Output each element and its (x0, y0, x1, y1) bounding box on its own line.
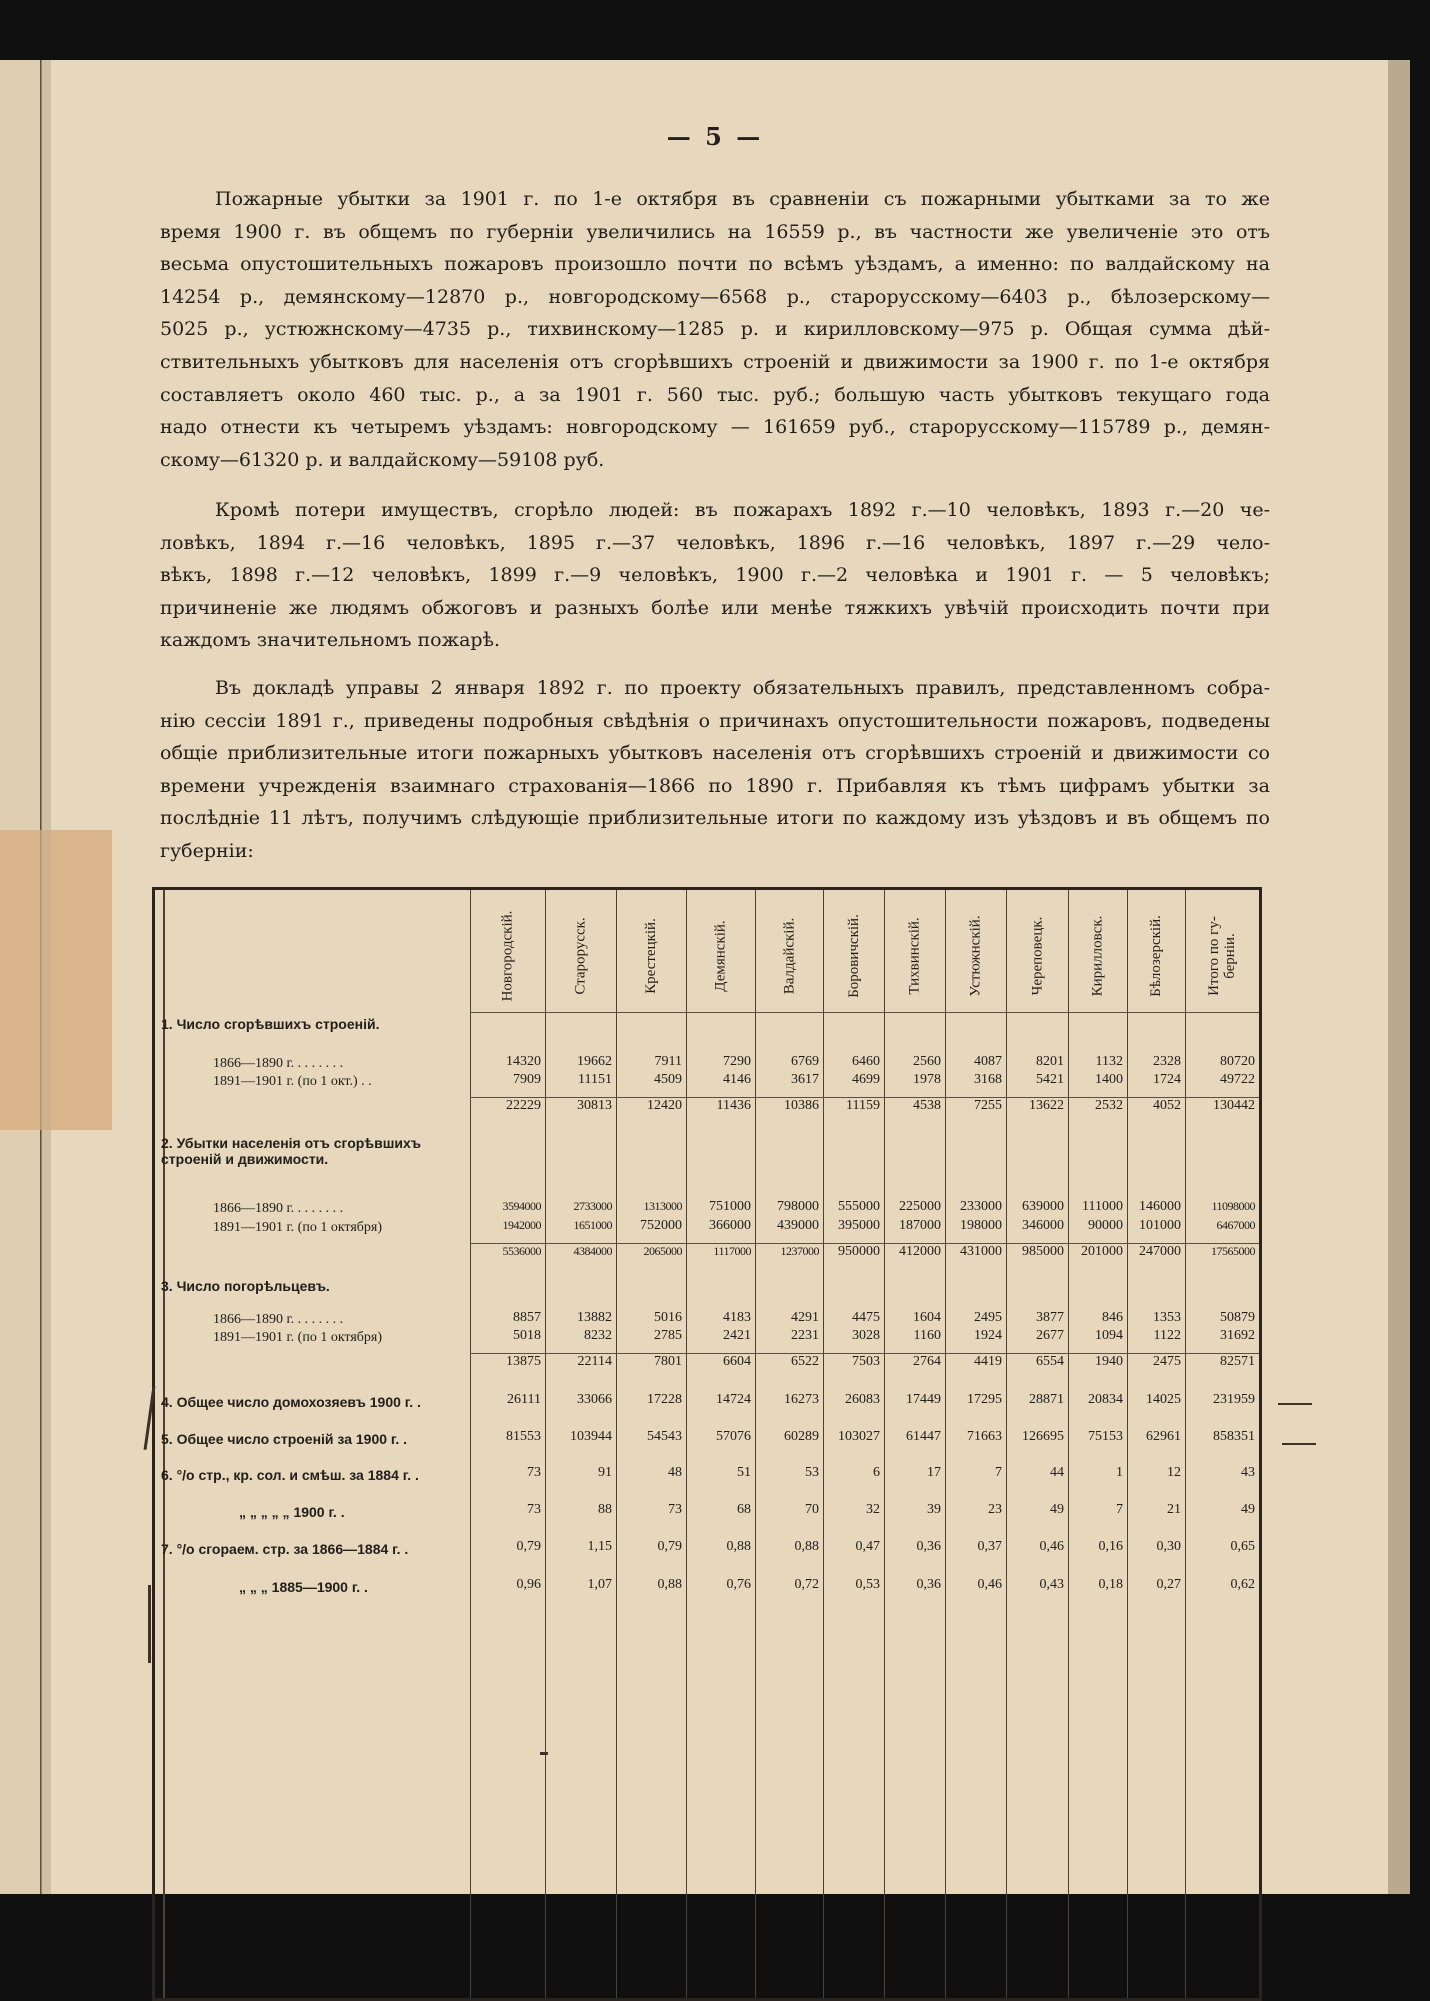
table-cell: 73 (527, 1465, 541, 1480)
table-cell: 17565000 (1211, 1244, 1255, 1258)
table-cell: 82571 (1220, 1354, 1255, 1369)
table-cell: 14724 (716, 1392, 751, 1407)
table-cell: 22229 (506, 1098, 541, 1113)
text-line: Пожарные убытки за 1901 г. по 1-е октября въ сравненіи съ пожарными убытками за то же (215, 188, 1270, 210)
table-cell: 103944 (570, 1429, 612, 1444)
column-header (1007, 896, 1067, 1016)
table-cell: 4087 (974, 1054, 1002, 1069)
table-cell: 111000 (1082, 1199, 1123, 1214)
table-cell: 1940 (1095, 1354, 1123, 1369)
table-cell: 0,65 (1230, 1539, 1255, 1554)
table-cell: 1,07 (587, 1577, 612, 1592)
table-cell: 90000 (1088, 1218, 1123, 1233)
text-line: составляетъ около 460 тыс. р., а за 1901 г. 560 тыс. руб.; большую часть убытковъ текущаго года (160, 383, 1270, 406)
table-cell: 20834 (1088, 1392, 1123, 1407)
table-cell: 0,62 (1230, 1577, 1255, 1592)
table-cell: 950000 (838, 1244, 880, 1259)
table-cell: 48 (668, 1465, 682, 1480)
table-cell: 1237000 (780, 1244, 819, 1258)
table-cell: 62961 (1146, 1429, 1181, 1444)
table-cell: 103027 (838, 1429, 880, 1444)
table-cell: 13622 (1029, 1098, 1064, 1113)
table-cell: 0,43 (1039, 1577, 1064, 1592)
table-cell: 6 (873, 1465, 880, 1480)
row-period-label: 1891—1901 г. (по 1 окт.) . . (213, 1074, 372, 1089)
table-cell: 798000 (777, 1199, 819, 1214)
table-cell: 2532 (1095, 1098, 1123, 1113)
column-header-label: Итого по гу- берніи. (1206, 916, 1238, 996)
table-cell: 73 (527, 1502, 541, 1517)
table-cell: 31692 (1220, 1328, 1255, 1343)
table-cell: 2328 (1153, 1054, 1181, 1069)
table-cell: 50879 (1220, 1310, 1255, 1325)
text-line: общіе приблизительные итоги пожарныхъ убытковъ населенія отъ сгорѣвшихъ строеній и движимости со (160, 742, 1270, 765)
paragraph-report (160, 672, 1270, 868)
table-cell: 247000 (1139, 1244, 1181, 1259)
table-cell: 60289 (784, 1429, 819, 1444)
table-cell: 7 (1116, 1502, 1123, 1517)
table-cell: 2475 (1153, 1354, 1181, 1369)
table-cell: 4509 (654, 1072, 682, 1087)
table-cell: 439000 (777, 1218, 819, 1233)
table-cell: 2733000 (573, 1199, 612, 1213)
table-cell: 2677 (1036, 1328, 1064, 1343)
column-header-label: Кирилловск. (1089, 915, 1106, 997)
table-cell: 7911 (654, 1054, 682, 1069)
table-cell: 0,46 (977, 1577, 1002, 1592)
table-cell: 0,37 (977, 1539, 1002, 1554)
column-header (1126, 896, 1186, 1016)
table-cell: 5018 (513, 1328, 541, 1343)
table-cell: 1400 (1095, 1072, 1123, 1087)
table-cell: 1924 (974, 1328, 1002, 1343)
table-cell: 11098000 (1211, 1199, 1255, 1213)
text-line: вѣкъ, 1898 г.—12 человѣкъ, 1899 г.—9 человѣкъ, 1900 г.—2 человѣка и 1901 г. — 5 человѣкъ; (160, 564, 1270, 587)
table-cell: 7503 (852, 1354, 880, 1369)
row-label: 2. Убытки населенія отъ сгорѣвшихъ строеній и движимости. (161, 1135, 422, 1167)
table-cell: 1094 (1095, 1328, 1123, 1343)
table-cell: 6522 (791, 1354, 819, 1369)
table-cell: 88 (598, 1502, 612, 1517)
text-line: времени учрежденія взаимнаго страхованія—1866 по 1890 г. Прибавляя къ тѣмъ цифрамъ убытки за (160, 774, 1270, 797)
table-cell: 4384000 (573, 1244, 612, 1258)
table-cell: 12420 (647, 1098, 682, 1113)
table-cell: 7801 (654, 1354, 682, 1369)
text-line: ствительныхъ убытковъ для населенія отъ сгорѣвшихъ строеній и движимости за 1900 г. по 1-е октября (160, 350, 1270, 373)
table-cell: 49 (1241, 1502, 1255, 1517)
table-cell: 1117000 (713, 1244, 751, 1258)
table-cell: 68 (737, 1502, 751, 1517)
row-period-label: 1891—1901 г. (по 1 октября) (213, 1330, 383, 1345)
table-cell: 33066 (577, 1392, 612, 1407)
page-number: — 5 — (666, 122, 764, 151)
row-label: 6. °/о стр., кр. сол. и смѣш. за 1884 г. . (161, 1467, 419, 1483)
table-cell: 2231 (791, 1328, 819, 1343)
table-cell: 4538 (913, 1098, 941, 1113)
text-line: послѣдніе 11 лѣтъ, получимъ слѣдующіе приблизительные итоги по каждому изъ уѣздовъ и въ общемъ по (160, 807, 1270, 830)
table-cell: 126695 (1022, 1429, 1064, 1444)
column-header (691, 896, 751, 1016)
row-label: „ „ „ „ „ 1900 г. . (239, 1504, 345, 1520)
table-cell: 3877 (1036, 1310, 1064, 1325)
table-cell: 6769 (791, 1054, 819, 1069)
table-cell: 6554 (1036, 1354, 1064, 1369)
table-cell: 0,27 (1156, 1577, 1181, 1592)
table-cell: 101000 (1139, 1218, 1181, 1233)
table-cell: 21 (1167, 1502, 1181, 1517)
column-header-label: Устюжнскій. (967, 915, 984, 997)
table-cell: 752000 (640, 1218, 682, 1233)
text-line: время 1900 г. въ общемъ по губерніи увеличились на 16559 р., въ частности же увеличеніе это отъ (160, 220, 1270, 243)
table-cell: 17449 (906, 1392, 941, 1407)
table-cell: 0,96 (516, 1577, 541, 1592)
text-line: каждомъ значительномъ пожарѣ. (160, 629, 501, 652)
column-header-label: Бѣлозерскій. (1148, 915, 1164, 997)
table-cell: 0,46 (1039, 1539, 1064, 1554)
table-cell: 985000 (1022, 1244, 1064, 1259)
table-cell: 412000 (899, 1244, 941, 1259)
fire-statistics-table (152, 887, 1262, 2001)
table-cell: 8232 (584, 1328, 612, 1343)
table-cell: 1978 (913, 1072, 941, 1087)
row-label: 5. Общее число строеній за 1900 г. . (161, 1431, 408, 1447)
table-cell: 7290 (723, 1054, 751, 1069)
table-cell: 1651000 (573, 1218, 612, 1232)
text-line: 14254 р., демянскому—12870 р., новгородскому—6568 р., старорусскому—6403 р., бѣлозерскому— (160, 285, 1270, 308)
paragraph-fire-losses (160, 183, 1270, 476)
pencil-mark (148, 1585, 151, 1663)
table-cell: 0,18 (1098, 1577, 1123, 1592)
text-line: причиненіе же людямъ обжоговъ и разныхъ болѣе или менѣе тяжкихъ увѣчій происходить почти при (160, 596, 1270, 619)
table-cell: 2785 (654, 1328, 682, 1343)
table-cell: 0,79 (657, 1539, 682, 1554)
paragraph-casualties (160, 494, 1270, 657)
table-cell: 1724 (1153, 1072, 1181, 1087)
table-cell: 91 (598, 1465, 612, 1480)
column-header-label: Демянскій. (712, 920, 729, 992)
column-header (551, 896, 611, 1016)
table-cell: 4146 (723, 1072, 751, 1087)
table-cell: 6467000 (1216, 1218, 1255, 1232)
table-cell: 0,16 (1098, 1539, 1123, 1554)
table-cell: 7909 (513, 1072, 541, 1087)
table-cell: 1160 (913, 1328, 941, 1343)
row-period-label: 1891—1901 г. (по 1 октября) (213, 1220, 383, 1235)
paper-stain (0, 830, 112, 1130)
table-cell: 4052 (1153, 1098, 1181, 1113)
table-cell: 1604 (913, 1310, 941, 1325)
table-cell: 3168 (974, 1072, 1002, 1087)
table-cell: 73 (668, 1502, 682, 1517)
table-cell: 346000 (1022, 1218, 1064, 1233)
table-cell: 5016 (654, 1310, 682, 1325)
table-cell: 1353 (1153, 1310, 1181, 1325)
table-cell: 43 (1241, 1465, 1255, 1480)
table-cell: 5421 (1036, 1072, 1064, 1087)
table-cell: 366000 (709, 1218, 751, 1233)
pencil-mark (1278, 1403, 1312, 1405)
table-cell: 0,47 (855, 1539, 880, 1554)
column-header-label: Новгородскій. (499, 910, 516, 1002)
column-header (759, 896, 819, 1016)
table-cell: 0,79 (516, 1539, 541, 1554)
row-label: „ „ „ 1885—1900 г. . (239, 1579, 368, 1595)
table-cell: 10386 (784, 1098, 819, 1113)
table-cell: 23 (988, 1502, 1002, 1517)
table-cell: 555000 (838, 1199, 880, 1214)
table-cell: 1942000 (502, 1218, 541, 1232)
column-header (1068, 896, 1128, 1016)
row-label: 3. Число погорѣльцевъ. (161, 1278, 330, 1294)
table-cell: 201000 (1081, 1244, 1123, 1259)
table-cell: 4699 (852, 1072, 880, 1087)
table-cell: 4291 (791, 1310, 819, 1325)
table-cell: 2495 (974, 1310, 1002, 1325)
table-cell: 26083 (845, 1392, 880, 1407)
table-cell: 53 (805, 1465, 819, 1480)
table-cell: 17295 (967, 1392, 1002, 1407)
column-header (1192, 896, 1252, 1016)
table-cell: 26111 (507, 1392, 541, 1407)
column-header-label: Тихвинскій. (906, 917, 923, 995)
table-cell: 17 (927, 1465, 941, 1480)
table-cell: 13882 (577, 1310, 612, 1325)
table-cell: 75153 (1088, 1429, 1123, 1444)
table-cell: 1,15 (587, 1539, 612, 1554)
table-cell: 81553 (506, 1429, 541, 1444)
column-header (946, 896, 1006, 1016)
table-cell: 8201 (1036, 1054, 1064, 1069)
table-cell: 0,88 (794, 1539, 819, 1554)
table-cell: 225000 (899, 1199, 941, 1214)
column-header-label: Крестецкій. (643, 918, 660, 994)
table-cell: 22114 (577, 1354, 612, 1369)
table-cell: 54543 (647, 1429, 682, 1444)
text-line: губерніи: (160, 839, 254, 862)
table-cell: 5536000 (502, 1244, 541, 1258)
table-cell: 1 (1116, 1465, 1123, 1480)
table-cell: 19662 (577, 1054, 612, 1069)
text-line: нію сессіи 1891 г., приведены подробныя свѣдѣнія о причинахъ опустошительности пожаровъ, подведены (160, 709, 1270, 732)
pencil-mark (540, 1752, 548, 1755)
table-cell: 44 (1050, 1465, 1064, 1480)
table-cell: 2764 (913, 1354, 941, 1369)
table-cell: 0,36 (916, 1539, 941, 1554)
table-cell: 16273 (784, 1392, 819, 1407)
table-cell: 8857 (513, 1310, 541, 1325)
pencil-mark (1282, 1443, 1316, 1445)
table-cell: 4475 (852, 1310, 880, 1325)
column-header (478, 896, 538, 1016)
table-cell: 11151 (578, 1072, 612, 1087)
column-header-label: Валдайскій. (781, 917, 797, 995)
text-line: весьма опустошительныхъ пожаровъ произошло почти по всѣмъ уѣздамъ, а именно: по валдайскому на (160, 253, 1270, 276)
table-cell: 0,76 (726, 1577, 751, 1592)
table-cell: 198000 (960, 1218, 1002, 1233)
table-cell: 639000 (1022, 1199, 1064, 1214)
column-header-label: Череповецк. (1029, 916, 1045, 996)
table-cell: 2560 (913, 1054, 941, 1069)
table-cell: 846 (1102, 1310, 1123, 1325)
text-line: надо отнести къ четыремъ уѣздамъ: новгородскому — 161659 руб., старорусскому—115789 р., демян- (160, 416, 1270, 439)
table-cell: 858351 (1213, 1429, 1255, 1444)
table-cell: 12 (1167, 1465, 1181, 1480)
column-header (621, 896, 681, 1016)
table-cell: 0,88 (726, 1539, 751, 1554)
table-cell: 7 (995, 1465, 1002, 1480)
table-cell: 61447 (906, 1429, 941, 1444)
column-header (824, 896, 884, 1016)
row-label: 7. °/о сгораем. стр. за 1866—1884 г. . (161, 1541, 409, 1557)
table-cell: 1122 (1153, 1328, 1181, 1343)
table-cell: 1313000 (643, 1199, 682, 1213)
table-cell: 3028 (852, 1328, 880, 1343)
table-cell: 431000 (960, 1244, 1002, 1259)
table-cell: 70 (805, 1502, 819, 1517)
table-cell: 0,30 (1156, 1539, 1181, 1554)
row-label: 1. Число сгорѣвшихъ строеній. (161, 1016, 380, 1032)
row-label: 4. Общее число домохозяевъ 1900 г. . (161, 1394, 421, 1410)
table-cell: 13875 (506, 1354, 541, 1369)
table-cell: 0,53 (855, 1577, 880, 1592)
table-cell: 231959 (1213, 1392, 1255, 1407)
row-period-label: 1866—1890 г. . . . . . . . (213, 1312, 344, 1327)
table-cell: 146000 (1139, 1199, 1181, 1214)
table-cell: 2065000 (643, 1244, 682, 1258)
table-cell: 11436 (716, 1098, 751, 1113)
table-cell: 14320 (506, 1054, 541, 1069)
table-cell: 57076 (716, 1429, 751, 1444)
table-cell: 49 (1050, 1502, 1064, 1517)
row-period-label: 1866—1890 г. . . . . . . . (213, 1201, 344, 1216)
text-line: 5025 р., устюжнскому—4735 р., тихвинскому—1285 р. и кирилловскому—975 р. Общая сумма дѣй- (160, 318, 1270, 341)
table-cell: 0,88 (657, 1577, 682, 1592)
table-cell: 4183 (723, 1310, 751, 1325)
text-line: ловѣкъ, 1894 г.—16 человѣкъ, 1895 г.—37 человѣкъ, 1896 г.—16 человѣкъ, 1897 г.—29 чело- (160, 531, 1270, 554)
table-cell: 80720 (1220, 1054, 1255, 1069)
table-cell: 233000 (960, 1199, 1002, 1214)
table-cell: 17228 (647, 1392, 682, 1407)
right-page-edge (1388, 60, 1410, 1894)
table-cell: 30813 (577, 1098, 612, 1113)
table-cell: 14025 (1146, 1392, 1181, 1407)
table-cell: 1132 (1095, 1054, 1123, 1069)
text-line: скому—61320 р. и валдайскому—59108 руб. (160, 448, 605, 471)
table-cell: 6604 (723, 1354, 751, 1369)
table-cell: 3617 (791, 1072, 819, 1087)
table-cell: 3594000 (502, 1199, 541, 1213)
table-cell: 11159 (846, 1098, 880, 1113)
column-header-label: Боровичскій. (845, 914, 862, 998)
table-cell: 28871 (1029, 1392, 1064, 1407)
table-cell: 187000 (899, 1218, 941, 1233)
table-cell: 2421 (723, 1328, 751, 1343)
table-cell: 0,72 (794, 1577, 819, 1592)
column-header (885, 896, 945, 1016)
binding-shadow (41, 60, 51, 1894)
table-cell: 395000 (838, 1218, 880, 1233)
table-cell: 51 (737, 1465, 751, 1480)
table-cell: 39 (927, 1502, 941, 1517)
table-cell: 7255 (974, 1098, 1002, 1113)
table-cell: 71663 (967, 1429, 1002, 1444)
text-line: Кромѣ потери имуществъ, сгорѣло людей: въ пожарахъ 1892 г.—10 человѣкъ, 1893 г.—20 че- (215, 499, 1270, 521)
table-cell: 49722 (1220, 1072, 1255, 1087)
table-cell: 751000 (709, 1199, 751, 1214)
column-header-label: Старорусск. (572, 917, 589, 995)
table-cell: 0,36 (916, 1577, 941, 1592)
table-cell: 130442 (1213, 1098, 1255, 1113)
text-line: Въ докладѣ управы 2 января 1892 г. по проекту обязательныхъ правилъ, представленномъ собра- (215, 677, 1270, 699)
table-cell: 4419 (974, 1354, 1002, 1369)
table-cell: 32 (866, 1502, 880, 1517)
row-period-label: 1866—1890 г. . . . . . . . (213, 1056, 344, 1071)
table-cell: 6460 (852, 1054, 880, 1069)
